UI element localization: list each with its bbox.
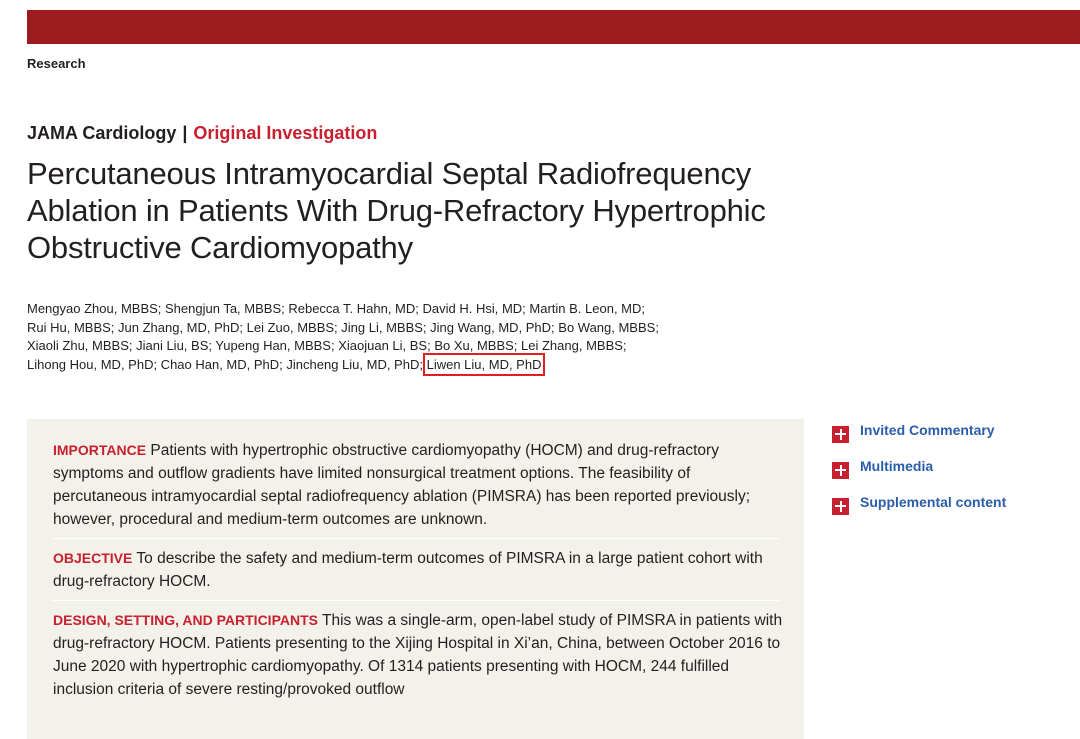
plus-icon: [832, 426, 849, 443]
abstract-divider: [53, 600, 779, 601]
author-line: Mengyao Zhou, MBBS; Shengjun Ta, MBBS; Rebecca T. Hahn, MD; David H. Hsi, MD; Martin B. Leon, MD;: [27, 301, 645, 316]
highlighted-author: Liwen Liu, MD, PhD: [426, 356, 542, 372]
author-line: Xiaoli Zhu, MBBS; Jiani Liu, BS; Yupeng Han, MBBS; Xiaojuan Li, BS; Bo Xu, MBBS; Lei Zhang, MBBS;: [27, 338, 627, 353]
link-label[interactable]: Multimedia: [860, 458, 934, 474]
design-text: This was a single-arm, open-label study of PIMSRA in patients with drug-refractory HOCM. Patients presenting to the Xijing Hospital in Xi’an, China, between October 2016 to June 2020 with hypertrophic cardiomyopathy. Of 1314 patients presenting with HOCM, 244 fulfilled inclusion criteria of severe resting/provoked outflow: [53, 612, 783, 698]
objective-heading: OBJECTIVE: [53, 550, 133, 566]
link-label[interactable]: Invited Commentary: [860, 422, 995, 438]
article-type: Original Investigation: [193, 123, 378, 143]
importance-heading: IMPORTANCE: [53, 442, 147, 458]
abstract-importance: [53, 439, 783, 531]
author-line: [27, 356, 787, 375]
link-label[interactable]: Supplemental content: [860, 494, 1007, 510]
objective-text: To describe the safety and medium-term outcomes of PIMSRA in a large patient cohort with drug-refractory HOCM.: [53, 550, 763, 590]
importance-text: Patients with hypertrophic obstructive cardiomyopathy (HOCM) and drug-refractory symptoms and outflow gradients have limited nonsurgical treatment options. The feasibility of percutaneous intramyocardial septal radiofrequency ablation (PIMSRA) has been reported previously; however, procedural and medium-term outcomes are unknown.: [53, 442, 751, 528]
related-links: [832, 416, 1006, 524]
journal-banner: [27, 10, 1080, 44]
journal-name: JAMA Cardiology: [27, 123, 177, 143]
plus-icon: [832, 498, 849, 515]
design-heading: DESIGN, SETTING, AND PARTICIPANTS: [53, 612, 318, 628]
journal-separator: |: [182, 123, 188, 143]
author-list: [27, 300, 787, 374]
abstract-objective: [53, 547, 783, 593]
journal-line: [27, 123, 377, 144]
plus-icon: [832, 462, 849, 479]
supplemental-content-link[interactable]: [832, 488, 1006, 524]
abstract-divider: [53, 538, 779, 539]
invited-commentary-link[interactable]: [832, 416, 1006, 452]
author-line: Rui Hu, MBBS; Jun Zhang, MD, PhD; Lei Zuo, MBBS; Jing Li, MBBS; Jing Wang, MD, PhD; Bo Wang, MBBS;: [27, 319, 659, 335]
abstract-design: [53, 609, 783, 701]
multimedia-link[interactable]: [832, 452, 1006, 488]
article-title: Percutaneous Intramyocardial Septal Radiofrequency Ablation in Patients With Drug-Refractory Hypertrophic Obstructive Cardiomyopathy: [27, 156, 766, 265]
section-label: Research: [27, 56, 86, 71]
abstract-box: [27, 419, 804, 739]
author-line-text: Lihong Hou, MD, PhD; Chao Han, MD, PhD; Jincheng Liu, MD, PhD;: [27, 356, 423, 372]
